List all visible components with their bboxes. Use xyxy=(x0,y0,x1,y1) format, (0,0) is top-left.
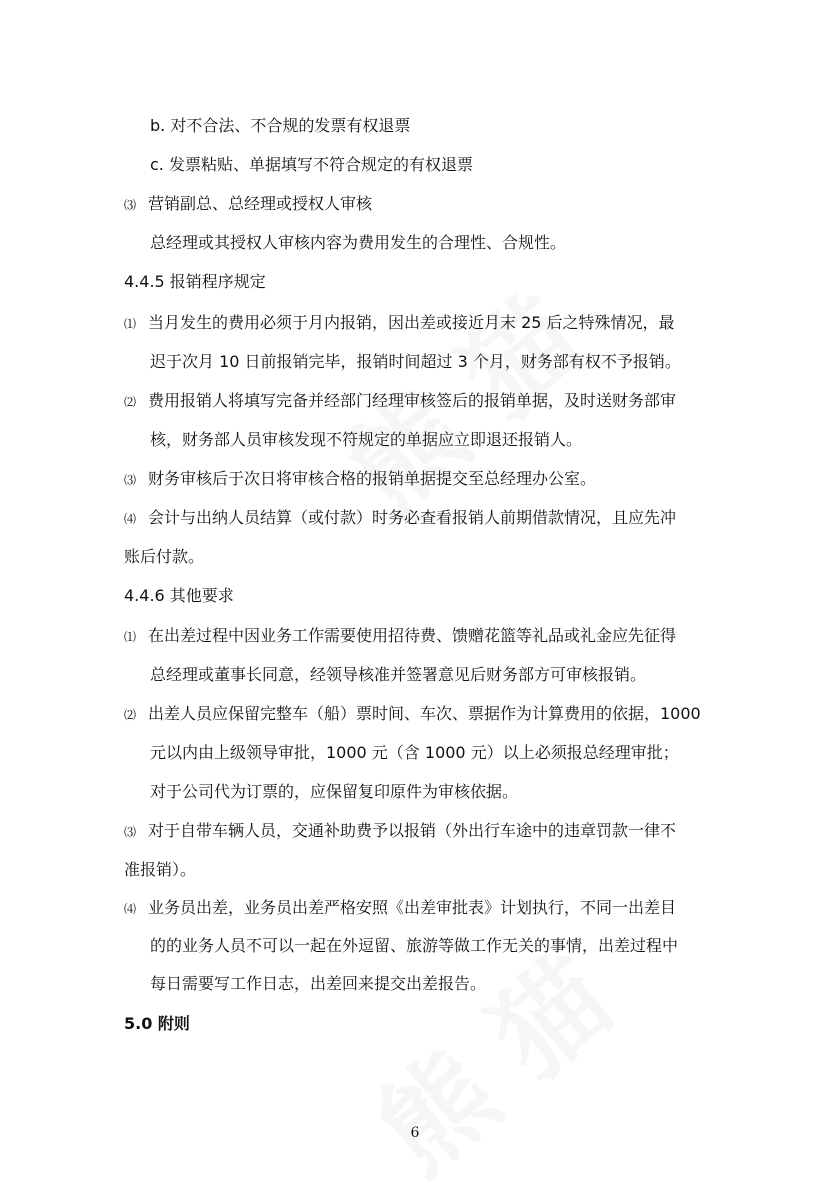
list-item: ⑶ 对于自带车辆人员，交通补助费予以报销（外出行车途中的违章罚款一律不 xyxy=(124,821,677,840)
page-number: 6 xyxy=(410,1125,420,1141)
section-4-4-5: 4.4.5 报销程序规定 xyxy=(124,272,266,291)
line-b: b. 对不合法、不合规的发票有权退票 xyxy=(150,116,411,135)
list-item: ⑶ 财务审核后于次日将审核合格的报销单据提交至总经理办公室。 xyxy=(124,469,597,488)
section-4-4-6: 4.4.6 其他要求 xyxy=(124,586,234,605)
list-item-cont: 每日需要写工作日志，出差回来提交出差报告。 xyxy=(150,974,487,993)
list-item: ⑴ 在出差过程中因业务工作需要使用招待费、馈赠花篮等礼品或礼金应先征得 xyxy=(124,626,677,645)
list-item: ⑵ 费用报销人将填写完备并经部门经理审核签后的报销单据，及时送财务部审 xyxy=(124,391,677,410)
section-5-0: 5.0 附则 xyxy=(124,1014,190,1033)
list-item-cont: 元以内由上级领导审批，1000 元（含 1000 元）以上必须报总经理审批； xyxy=(150,743,679,762)
list-item: ⑵ 出差人员应保留完整车（船）票时间、车次、票据作为计算费用的依据，1000 xyxy=(124,704,701,723)
list-item-cont: 账后付款。 xyxy=(124,547,205,566)
list-item: ⑷ 业务员出差，业务员出差严格安照《出差审批表》计划执行，不同一出差目 xyxy=(124,898,677,917)
list-item: ⑴ 当月发生的费用必须于月内报销，因出差或接近月末 25 后之特殊情况，最 xyxy=(124,313,675,332)
list-item-cont: 准报销）。 xyxy=(124,860,197,879)
item-3-body: 总经理或其授权人审核内容为费用发生的合理性、合规性。 xyxy=(150,233,567,252)
list-item-cont: 的的业务人员不可以一起在外逗留、旅游等做工作无关的事情，出差过程中 xyxy=(150,936,679,955)
list-item-cont: 对于公司代为订票的，应保留复印原件为审核依据。 xyxy=(150,782,519,801)
list-item-cont: 核，财务部人员审核发现不符规定的单据应立即退还报销人。 xyxy=(150,430,583,449)
list-item: ⑷ 会计与出纳人员结算（或付款）时务必查看报销人前期借款情况，且应先冲 xyxy=(124,508,677,527)
list-item-cont: 总经理或董事长同意，经领导核准并签署意见后财务部方可审核报销。 xyxy=(150,665,647,684)
item-3-heading: ⑶ 营销副总、总经理或授权人审核 xyxy=(124,194,373,213)
list-item-cont: 迟于次月 10 日前报销完毕，报销时间超过 3 个月，财务部有权不予报销。 xyxy=(150,352,681,371)
line-c: c. 发票粘贴、单据填写不符合规定的有权退票 xyxy=(150,155,473,174)
